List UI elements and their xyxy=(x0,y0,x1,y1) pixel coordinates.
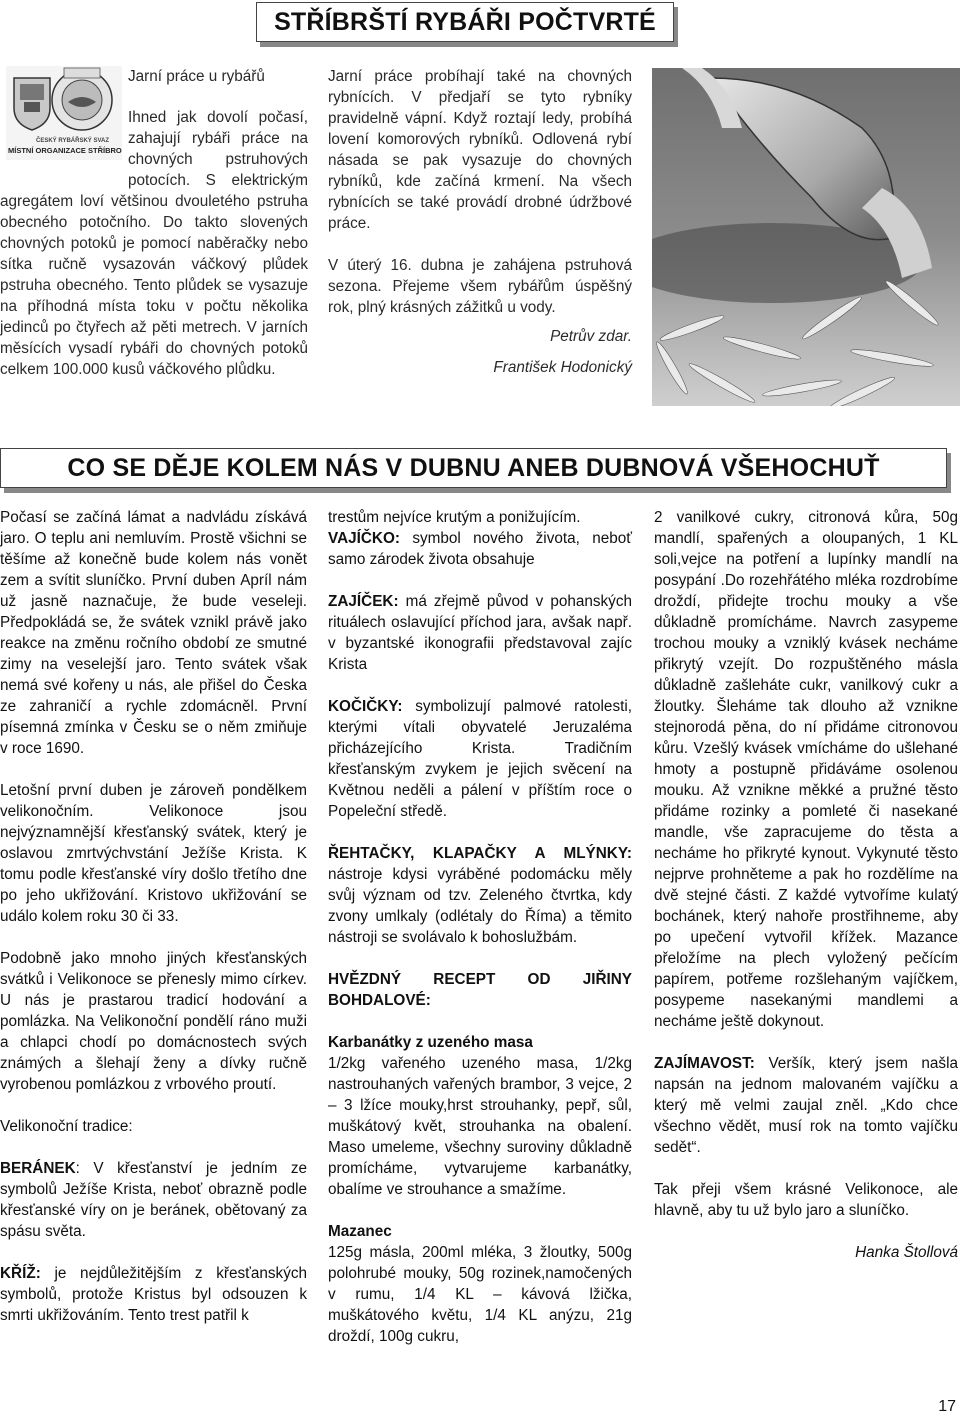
april-intro: Počasí se začíná lámat a nadvládu získává jaro. O teplu ani nemluvím. Prostě všichni se těšíme až konečně bude kolem nás vonět zem a svítit sluníčko. První duben Apríl nám už jasně naznačuje, že bude veseleji. Předpokládá se, že svátek vznikl právě jako reakce na změnu ročního období ze smutné zimy na veselejší jaro. Tento svátek však nemá své kořeny u nás, ale přišel do Česka ze zahraničí a rychle zdomácněl. První písemná zmínka v Česku se o něm zmiňuje v roce 1690. xyxy=(0,509,307,757)
recipe1-text: 1/2kg vařeného uzeného masa, 1/2kg nastrouhaných vařených brambor, 3 vejce, 2 – 3 lžíce mouky,hrst strouhanky, pepř, sůl, muškátový květ, strouhanka na obalení. Maso umeleme, všechny suroviny důkladně promícháme, vytvarujeme karbanátky, obalíme ve strouhance a smažíme. xyxy=(328,1055,632,1198)
april-traditions: Podobně jako mnoho jiných křesťanských svátků i Velikonoce se přenesly mimo církev. U nás je prastarou tradicí hodování a pomlázka. Na Velikonoční pondělí ráno muži a chlapci chodí po domácnostech svých známých a šlehají ženy a dívky ručně vyrobenou pomlázkou z vrbového proutí. xyxy=(0,950,307,1093)
recipe2-cont: 2 vanilkové cukry, citronová kůra, 50g mandlí, spařených a oloupaných, 1 KL soli,vejce na potření a lupínky mandlí na posypání .Do rozehřátého mléka rozdrobíme droždí, přidejte trochu mouky a vše důkladně promícháme. Navrch zasypeme trochou mouky a vzniklý kvásek necháme přikrytý vzejít. Do rozpuštěného másla důkladně zašleháte cukr, vanilkový cukr a žloutky. Šleháme tak dlouho až vznikne stejnorodá pěna, do ní přidáme citronovou kůru. Vzešlý kvásek vmícháme do ušlehané hmoty a postupně přidáváme osolenou mouku. Až vznikne měkké a pružné těsto přidáme rozinky a pomleté či nasekané mandle, vše zapracujeme do těsta a necháme ho přikryté kynout. Vykynuté těsto nejprve prohněteme a pak ho rozdělíme na dvě stejné části. Z každé vytvoříme kulatý bochánek, který nahoře prostřihneme, aby po upečení vytvořil křížek. Mazance přeložíme na plech vyložený pečícím papírem, potřeme rozšlehaným vajíčkem, posypeme nasekanými mandlemi a necháme ještě dokynout. xyxy=(654,509,958,1030)
recipe1-title: Karbanátky z uzeného masa xyxy=(328,1034,533,1051)
page-number: 17 xyxy=(938,1398,956,1415)
april-tradition-heading: Velikonoční tradice: xyxy=(0,1118,133,1135)
april-col2 xyxy=(328,507,632,1347)
logo-spacer xyxy=(0,107,128,171)
article-col2-par1: Jarní práce probíhají také na chovných rybnících. V předjaří se tyto rybníky pravidelně vápní. Když roztají ledy, probíhá lovení komorových rybníků. Odlovená rybí násada se pak vysazuje do chovných rybníků, kde začíná krmení. Na všech rybnících se také provádí drobné údržbové práce. xyxy=(328,68,632,232)
article-heading: Jarní práce u rybářů xyxy=(128,68,265,85)
article-col1-text: Ihned jak dovolí počasí, zahajují rybáři práce na chovných pstruhových potocích. S elektrickým agregátem loví většinou dvouletého pstruha obecného potočního. Do takto slovených chovných potoků je pomocí naběračky nebo sítka ručně vysazován váčkový plůdek pstruha obecného. Tento plůdek se vysazuje na příhodná místa toku v počtu několika jedinců po čtyřech až pěti metrech. V jarních měsících vysadí rybáři do chovných potoků celkem 100.000 kusů váčkového plůdku. xyxy=(0,109,308,378)
article-col2 xyxy=(328,66,632,378)
april-author: Hanka Štollová xyxy=(855,1244,958,1261)
article-greeting: Petrův zdar. xyxy=(550,328,632,345)
trout-photo xyxy=(652,68,960,406)
april-col1 xyxy=(0,507,307,1326)
april-easter: Letošní první duben je zároveň pondělkem velikonočním. Velikonoce jsou nejvýznamnější křesťanský svátek, který je oslavou zmrtvýchvstání Ježíše Krista. K tomu podle křesťanské víry došlo třetího dne po jeho ukřižování. Kristovo ukřižování se událo kolem roku 30 či 33. xyxy=(0,782,307,925)
article-col1 xyxy=(0,107,308,380)
tradition-egg: VAJÍČKO: symbol nového života, neboť samo zárodek života obsahuje xyxy=(328,530,632,568)
section-title-duben: CO SE DĚJE KOLEM NÁS V DUBNU ANEB DUBNOVÁ VŠEHOCHUŤ xyxy=(0,448,947,488)
closing-wish: Tak přeji všem krásné Velikonoce, ale hlavně, aby tu už bylo jaro a sluníčko. xyxy=(654,1181,958,1219)
fun-fact: ZAJÍMAVOST: Veršík, který jsem našla napsán na jednom malovaném vajíčku a který mě velmi zaujal zněl. „Kdo chce všechno vědět, musí rok na tomto vajíčku sedět“. xyxy=(654,1055,958,1156)
article-author: František Hodonický xyxy=(493,359,632,376)
tradition-lamb: BERÁNEK: V křesťanství je jedním ze symbolů Ježíše Krista, neboť obrazně podle křesťanské víry on je beránek, obětovaný za spásu světa. xyxy=(0,1160,307,1240)
recipe2-text: 125g másla, 200ml mléka, 3 žloutky, 500g polohrubé mouky, 50g rozinek,namočených v rumu, 1/4 KL – kávová lžička, muškátového květu, 1/4 KL anýzu, 21g droždí, 100g cukru, xyxy=(328,1244,632,1345)
cross-cont: trestům nejvíce krutým a ponižujícím. xyxy=(328,509,581,526)
article-col2-par2: V úterý 16. dubna je zahájena pstruhová sezona. Přejeme všem rybářům úspěšný rok, plný krásných zážitků u vody. xyxy=(328,257,632,316)
tradition-bunny: ZAJÍČEK: má zřejmě původ v pohanských rituálech oslavující příchod jara, avšak např. v byzantské ikonografii představoval zajíc Krista xyxy=(328,593,632,673)
fish-icon xyxy=(652,68,960,406)
logo-text-2: MÍSTNÍ ORGANIZACE STŘÍBRO xyxy=(8,146,122,155)
tradition-rattles: ŘEHTAČKY, KLAPAČKY A MLÝNKY: nástroje kdysi vyráběné podomácku měly svůj význam od tzv. Zeleného čtvrtka, kdy zvony umlkaly (odlétaly do Říma) a těmito nástroji se svolávalo k bohoslužbám. xyxy=(328,845,632,946)
tradition-cross: KŘÍŽ: je nejdůležitějším z křesťanských symbolů, protože Kristus byl odsouzen k smrti ukřižováním. Tento trest patřil k xyxy=(0,1265,307,1324)
tradition-catkins: KOČIČKY: symbolizují palmové ratolesti, kterými vítali obyvatelé Jeruzaléma přicházejícího Krista. Tradičním křesťanským zvykem je jejich svěcení na Květnou neděli a pálení v příštím roce o Popeleční středě. xyxy=(328,698,632,820)
april-col3 xyxy=(654,507,958,1263)
recipe-heading: HVĚZDNÝ RECEPT OD JIŘINY BOHDALOVÉ: xyxy=(328,971,632,1009)
logo-text-1: ČESKÝ RYBÁŘSKÝ SVAZ xyxy=(36,138,110,144)
section-title-rybari: STŘÍBRŠTÍ RYBÁŘI POČTVRTÉ xyxy=(256,2,674,42)
recipe2-title: Mazanec xyxy=(328,1223,392,1240)
